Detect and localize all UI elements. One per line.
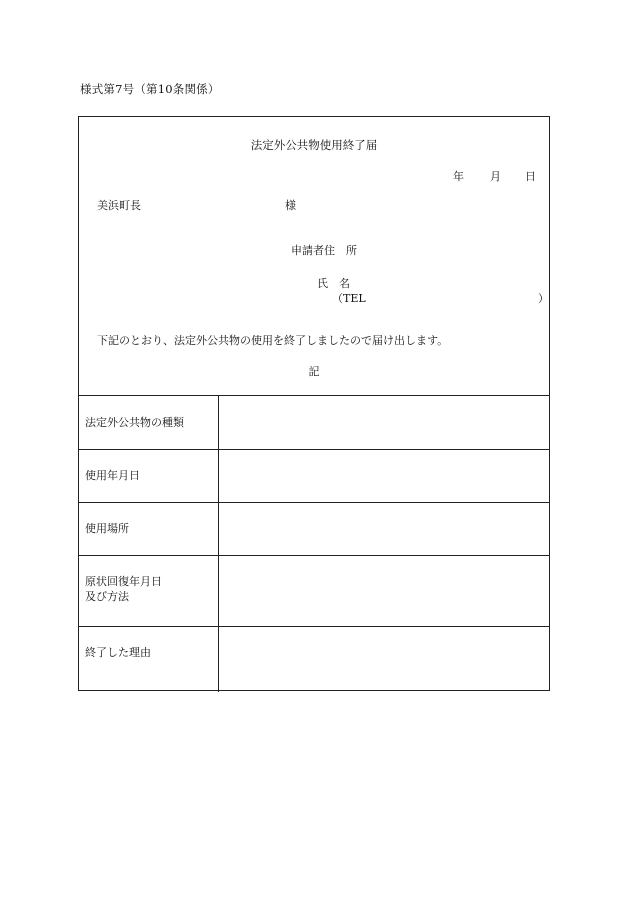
document-title: 法定外公共物使用終了届 (250, 138, 378, 152)
row-label (79, 396, 218, 449)
honorific: 様 (285, 199, 296, 212)
applicant-tel-close: ） (538, 292, 549, 305)
row-value-field[interactable] (218, 449, 550, 502)
table-row (79, 502, 550, 555)
row-value-field[interactable] (218, 555, 550, 626)
table-row (79, 449, 550, 502)
row-value-field[interactable] (218, 626, 550, 692)
table-row (79, 396, 550, 449)
row-label (79, 555, 218, 626)
row-label-line: 使用場所 (85, 522, 129, 535)
row-label (79, 449, 218, 502)
date-day-label: 日 (525, 170, 536, 183)
row-label-line: 使用年月日 (85, 469, 140, 482)
applicant-address-label: 申請者住 所 (291, 244, 357, 257)
table-row (79, 555, 550, 626)
row-label (79, 626, 218, 692)
statement-text: 下記のとおり、法定外公共物の使用を終了しましたので届け出します。 (97, 334, 449, 347)
date-month-label: 月 (490, 170, 501, 183)
row-value-field[interactable] (218, 396, 550, 449)
applicant-name-label: 氏 名 (317, 277, 350, 290)
form-header (79, 117, 549, 396)
addressee: 美浜町長 (97, 199, 141, 212)
row-label-line: 終了した理由 (85, 645, 151, 659)
date-year-label: 年 (453, 170, 464, 183)
row-value-field[interactable] (218, 502, 550, 555)
row-label-line: 原状回復年月日 (85, 574, 162, 588)
row-label (79, 502, 218, 555)
notification-form (78, 116, 550, 691)
ki-marker: 記 (308, 365, 320, 378)
row-label-line: 及び方法 (85, 589, 129, 603)
details-table (79, 396, 550, 692)
row-label-line: 法定外公共物の種類 (85, 415, 184, 429)
table-row (79, 626, 550, 692)
form-reference: 様式第7号（第10条関係） (80, 82, 220, 96)
applicant-tel-label: （TEL (332, 292, 366, 305)
